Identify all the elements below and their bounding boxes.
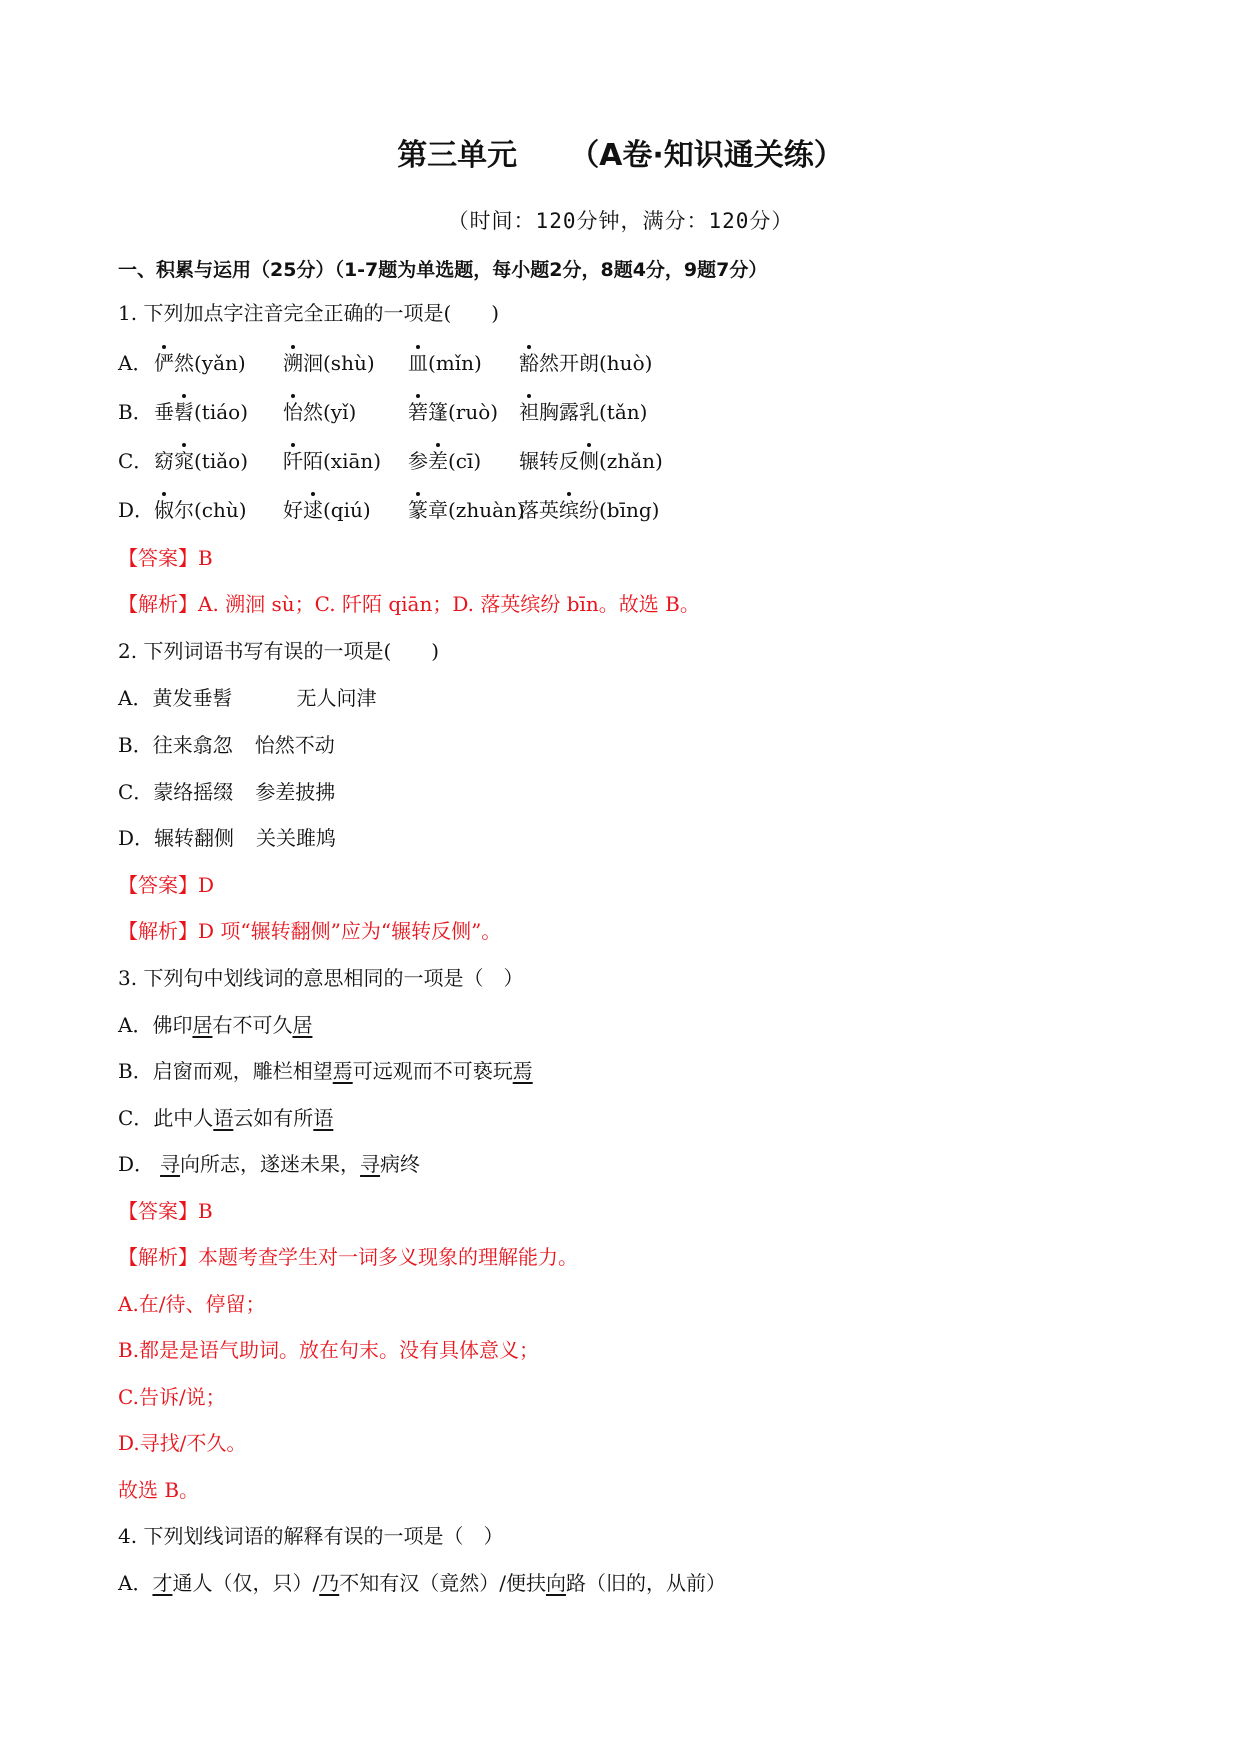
q1-word: 豁然开朗(huò)	[519, 351, 653, 375]
dotted-char: 篆	[408, 498, 428, 522]
q3-option-c: C．此中人语云如有所语	[118, 1106, 334, 1130]
dotted-char: 侧	[579, 449, 599, 473]
dotted-char: 俶	[154, 498, 174, 522]
q3-note-c: C.告诉/说；	[118, 1385, 226, 1409]
exam-time-score: （时间：120分钟，满分：120分）	[447, 209, 794, 233]
dotted-char: 髫	[174, 400, 194, 424]
q2-option-c: C．蒙络摇缀 参差披拂	[118, 780, 336, 804]
q1-stem: 1. 下列加点字注音完全正确的一项是( )	[118, 301, 500, 325]
q1-word: 参差(cī)	[408, 449, 482, 473]
q1-word: 好逑(qiú)	[283, 498, 371, 522]
q2-option-b: B．往来翕忽 怡然不动	[118, 733, 335, 757]
dotted-char: 皿	[408, 351, 428, 375]
unit-title: 第三单元	[397, 138, 518, 173]
q1-word: 箬篷(ruò)	[408, 400, 499, 424]
q1-word: 溯洄(shù)	[283, 351, 375, 375]
q1-word: 辗转反侧(zhǎn)	[519, 449, 663, 473]
dotted-char: 俨	[154, 351, 174, 375]
q2-option-d: D．辗转翻侧 关关雎鸠	[118, 826, 337, 850]
dotted-char: 缤	[559, 498, 579, 522]
q4-stem: 4. 下列划线词语的解释有误的一项是（ ）	[118, 1524, 504, 1548]
q2-analysis: 【解析】D 项“辗转翻侧”应为“辗转反侧”。	[118, 919, 502, 943]
q3-conclusion: 故选 B。	[118, 1478, 200, 1502]
q1-word: 俨然(yǎn)	[154, 351, 246, 375]
q2-stem: 2. 下列词语书写有误的一项是( )	[118, 639, 440, 663]
dotted-char: 逑	[303, 498, 323, 522]
q1-word: 怡然(yǐ)	[283, 400, 357, 424]
q4-option-a: A．才通人（仅，只）/乃不知有汉（竟然）/便扶向路（旧的，从前）	[118, 1571, 726, 1595]
q1-word: 阡陌(xiān)	[283, 449, 382, 473]
dotted-char: 阡	[283, 449, 303, 473]
q2-answer: 【答案】D	[118, 873, 215, 897]
dotted-char: 窕	[174, 449, 194, 473]
q3-note-a: A.在/待、停留；	[118, 1292, 266, 1316]
dotted-char: 袒	[519, 400, 539, 424]
dotted-char: 箬	[408, 400, 428, 424]
q1-word: 俶尔(chù)	[154, 498, 247, 522]
dotted-char: 怡	[283, 400, 303, 424]
q3-note-b: B.都是是语气助词。放在句末。没有具体意义；	[118, 1338, 540, 1362]
q1-word: 袒胸露乳(tǎn)	[519, 400, 648, 424]
dotted-char: 溯	[283, 351, 303, 375]
q1-word: 垂髫(tiáo)	[154, 400, 249, 424]
q3-option-a: A．佛印居右不可久居	[118, 1013, 313, 1037]
q2-option-a: A．黄发垂髫 无人问津	[118, 686, 377, 710]
page-title	[0, 130, 1241, 174]
q3-answer: 【答案】B	[118, 1199, 213, 1223]
q3-note-d: D.寻找/不久。	[118, 1431, 247, 1455]
q1-word: 篆章(zhuàn)	[408, 498, 525, 522]
dotted-char: 豁	[519, 351, 539, 375]
q1-answer: 【答案】B	[118, 546, 213, 570]
q1-word: 皿(mǐn)	[408, 351, 482, 375]
q3-option-b: B．启窗而观，雕栏相望焉可远观而不可亵玩焉	[118, 1059, 533, 1083]
q1-word: 窈窕(tiǎo)	[154, 449, 249, 473]
dotted-char: 差	[428, 449, 448, 473]
q3-option-d: D． 寻向所志，遂迷未果，寻病终	[118, 1152, 421, 1176]
section-heading: 一、积累与运用（25分）（1-7题为单选题，每小题2分，8题4分，9题7分）	[118, 259, 768, 281]
paper-title: （A卷·知识通关练）	[569, 138, 844, 173]
q3-analysis: 【解析】本题考查学生对一词多义现象的理解能力。	[118, 1245, 578, 1269]
q1-word: 落英缤纷(bīng)	[519, 498, 660, 522]
q3-stem: 3. 下列句中划线词的意思相同的一项是（ ）	[118, 966, 524, 990]
q1-analysis: 【解析】A. 溯洄 sù；C. 阡陌 qiān；D. 落英缤纷 bīn。故选 B。	[118, 592, 700, 616]
